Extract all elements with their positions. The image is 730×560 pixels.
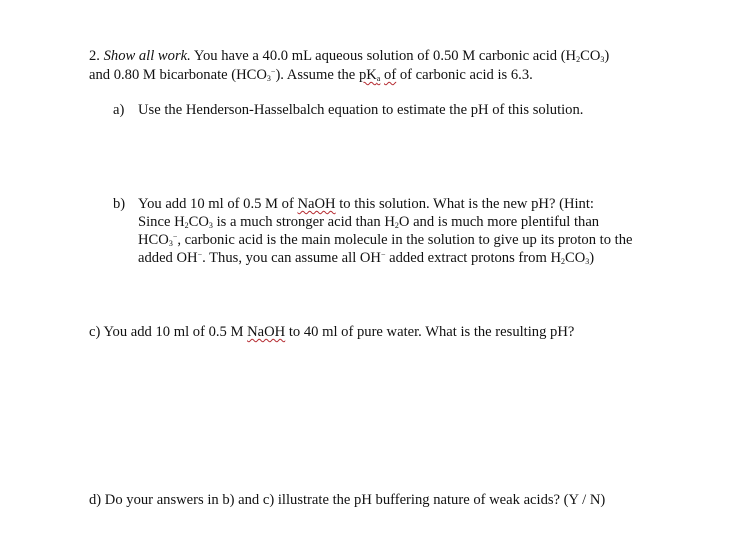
- formula-part: HCO: [138, 232, 169, 248]
- part-b-line-1: [113, 195, 594, 213]
- of-word: of: [384, 67, 397, 83]
- part-d: [89, 491, 605, 509]
- part-d-text: d) Do your answers in b) and c) illustrate the pH buffering nature of weak acids? (Y / N): [89, 492, 606, 508]
- part-b-text: Since H: [138, 214, 185, 230]
- superscript: −: [172, 232, 178, 241]
- part-b-line-3: [138, 231, 632, 249]
- question-text: and 0.80 M bicarbonate (HCO: [89, 67, 267, 83]
- part-b-line-2: [138, 213, 599, 231]
- question-number: 2.: [89, 48, 100, 64]
- part-a: [113, 101, 584, 119]
- subscript: 2: [560, 257, 565, 266]
- part-b-line-4: [138, 249, 594, 267]
- formula-part: CO: [564, 250, 586, 266]
- question-2-line-1: [89, 47, 609, 65]
- part-c-text: c) You add 10 ml of 0.5 M: [89, 324, 244, 340]
- show-all-work-instruction: Show all work.: [103, 48, 191, 64]
- part-b-text: O and is much more plentiful than: [398, 214, 600, 230]
- pk-term: $pK_a$: [358, 67, 381, 83]
- naoh-term: NaOH: [247, 324, 286, 340]
- subscript: 3: [168, 239, 173, 248]
- formula-part: ): [589, 250, 595, 266]
- subscript: 2: [576, 55, 581, 64]
- formula-part: CO: [580, 48, 601, 64]
- part-c: [89, 323, 574, 341]
- formula-part: CO: [188, 214, 209, 230]
- part-b-text: to this solution. What is the new pH? (Hint:: [339, 196, 594, 212]
- subscript: 3: [585, 257, 590, 266]
- subscript: 3: [208, 221, 213, 230]
- subscript: 2: [394, 221, 399, 230]
- naoh-term: NaOH: [297, 196, 336, 212]
- superscript: −: [270, 67, 276, 76]
- part-b-label: b): [113, 196, 126, 212]
- part-c-text: to 40 ml of pure water. What is the resulting pH?: [288, 324, 575, 340]
- part-b-text: . Thus, you can assume all OH: [202, 250, 381, 266]
- formula-part: ): [604, 48, 610, 64]
- part-b-text: , carbonic acid is the main molecule in the solution to give up its proton to the: [177, 232, 633, 248]
- part-b-text: You add 10 ml of 0.5 M of: [138, 196, 294, 212]
- part-b-text: is a much stronger acid than H: [216, 214, 395, 230]
- question-text: ). Assume the: [275, 67, 356, 83]
- subscript: 2: [184, 221, 189, 230]
- part-a-text: Use the Henderson-Hasselbalch equation to estimate the pH of this solution.: [138, 102, 584, 118]
- superscript: −: [380, 250, 386, 259]
- part-b-text: added extract protons from H: [389, 250, 561, 266]
- question-text: of carbonic acid is 6.3.: [399, 67, 533, 83]
- subscript: 3: [266, 74, 271, 83]
- question-2-line-2: [89, 66, 533, 84]
- superscript: −: [197, 250, 203, 259]
- question-text: You have a 40.0 mL aqueous solution of 0.50 M carbonic acid (H: [193, 48, 577, 64]
- subscript: 3: [600, 55, 605, 64]
- part-b-text: added OH: [138, 250, 198, 266]
- part-a-label: a): [113, 102, 125, 118]
